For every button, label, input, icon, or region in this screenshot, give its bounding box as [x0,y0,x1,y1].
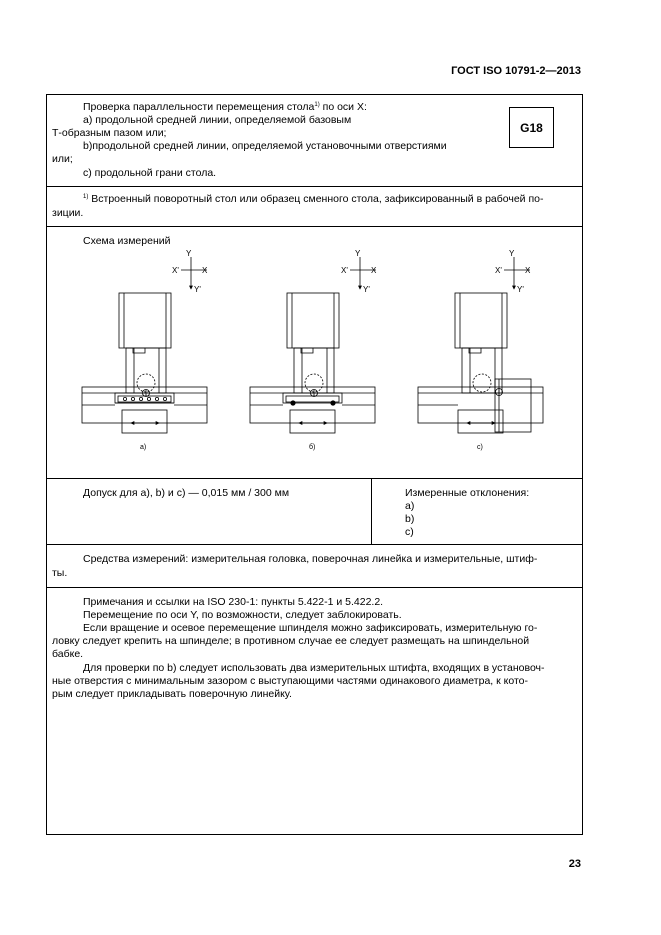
diagram-title: Схема измерений [83,235,171,247]
fig-b-axis-x-prime: X' [341,266,348,275]
fig-a-axis-y-prime: Y' [194,285,201,294]
test-title: Проверка параллельности перемещения стола$^{1)}$ по оси X: [83,101,367,113]
fig-c-axis-y-prime: Y' [517,285,524,294]
tolerance-divider [371,479,372,544]
figure-b [250,257,376,433]
footnote-line1: $^{1)}$ Встроенный поворотный стол или образец сменного стола, зафиксированный в рабочей по- [83,193,544,205]
fig-b-axis-y: Y [355,249,361,258]
item-a-line1: а) продольной средней линии, определяемой базовым [83,114,352,126]
notes-line2: Перемещение по оси Y, по возможности, следует заблокировать. [83,609,402,621]
fig-a-axis-x: X [202,266,208,275]
fig-b-axis-x: X [371,266,377,275]
item-b-line1: b)продольной средней линии, определяемой установочными отверстиями [83,140,447,152]
figure-a [82,257,207,433]
fig-b-axis-y-prime: Y' [363,285,370,294]
measurement-scheme [47,227,582,477]
test-sheet-frame [46,94,583,835]
tolerance-section [47,479,582,545]
measured-c: с) [405,526,414,538]
figure-c [418,257,543,433]
item-c: с) продольной грани стола. [83,167,217,179]
instruments-line2: ты. [52,567,68,579]
instruments-section [47,545,582,588]
test-code-box: G18 [509,107,554,148]
notes-line7: ные отверстия с минимальным зазором с выступающими частями одинакового диаметра, к кото- [52,675,528,687]
fig-c-axis-y: Y [509,249,515,258]
item-b-line2: или; [52,153,73,165]
measured-a: а) [405,500,415,512]
notes-line8: рым следует прикладывать поверочную линейку. [52,688,292,700]
fig-a-axis-y: Y [186,249,192,258]
notes-line5: бабке. [52,648,84,660]
notes-line1: Примечания и ссылки на ISO 230-1: пункты 5.422-1 и 5.422.2. [83,596,384,608]
document-header: ГОСТ ISO 10791-2—2013 [451,65,581,77]
footnote-line2: зиции. [52,207,84,219]
caption-b: б) [309,444,316,451]
notes-line6: Для проверки по b) следует использовать два измерительных штифта, входящих в установоч- [83,662,545,674]
page-number: 23 [568,858,581,870]
notes-line3: Если вращение и осевое перемещение шпинделя можно зафиксировать, измерительную го- [83,622,538,634]
instruments-line1: Средства измерений: измерительная головка, поверочная линейка и измерительные, штиф- [83,553,538,565]
footnote-section [47,187,582,227]
fig-a-axis-x-prime: X' [172,266,179,275]
measured-deviations-title: Измеренные отклонения: [405,487,530,499]
measured-b: b) [405,513,415,525]
notes-section [47,588,582,834]
caption-a: а) [140,444,147,451]
test-object-section [47,95,582,187]
fig-c-axis-x-prime: X' [495,266,502,275]
item-a-line2: Т-образным пазом или; [52,127,167,139]
caption-c: с) [477,444,483,451]
notes-line4: ловку следует крепить на шпинделе; в противном случае ее следует размещать на шпиндельной [52,635,530,647]
tolerance-text: Допуск для а), b) и с) — 0,015 мм / 300 мм [83,487,290,499]
diagram-section [47,227,582,479]
fig-c-axis-x: X [525,266,531,275]
